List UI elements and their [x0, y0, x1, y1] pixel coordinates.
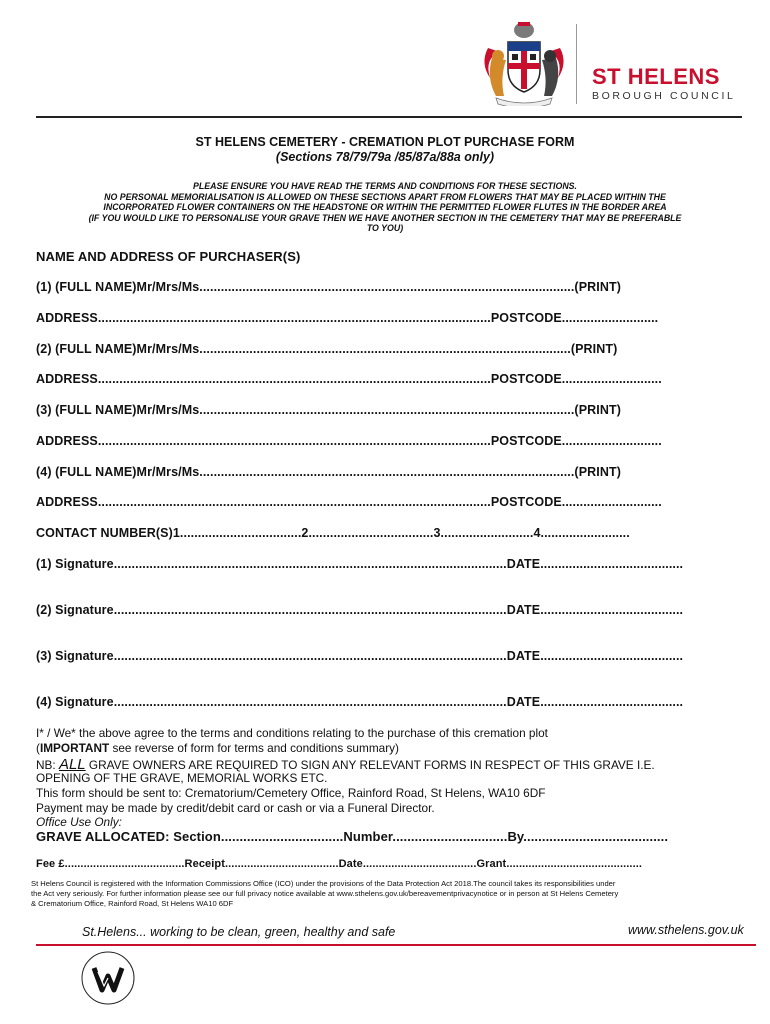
purchaser-heading: NAME AND ADDRESS OF PURCHASER(S): [36, 249, 301, 264]
privacy-line: & Crematorium Office, Rainford Road, St Helens WA10 6DF: [31, 899, 234, 908]
send-to-address: This form should be sent to: Crematorium/Cemetery Office, Rainford Road, St Helens, WA10 6DF: [36, 786, 546, 800]
signature-4-field[interactable]: (4) Signature..............................................................................................................DATE........................................: [36, 695, 684, 709]
office-use-label: Office Use Only:: [36, 815, 122, 829]
contact-numbers-field[interactable]: CONTACT NUMBER(S)1..................................2...................................3..........................4.........................: [36, 526, 630, 540]
form-subtitle: (Sections 78/79/79a /85/87a/88a only): [275, 150, 495, 164]
privacy-notice: [31, 879, 618, 909]
payment-info: Payment may be made by credit/debit card or cash or via a Funeral Director.: [36, 801, 435, 815]
purchaser-1-name-field[interactable]: (1) (FULL NAME)Mr/Mrs/Ms.........................................................................................................(PRINT): [36, 280, 621, 294]
purchaser-3-address-field[interactable]: ADDRESS..............................................................................................................POSTCODE............................: [36, 434, 662, 448]
important-text: see reverse of form for terms and conditions summary): [109, 741, 399, 755]
purchaser-2-address-field[interactable]: ADDRESS..............................................................................................................POSTCODE............................: [36, 372, 662, 386]
nb-notice-line2: OPENING OF THE GRAVE, MEMORIAL WORKS ETC.: [36, 771, 328, 785]
notice-line: TO YOU): [366, 223, 404, 234]
purchaser-1-address-field[interactable]: ADDRESS..............................................................................................................POSTCODE...........................: [36, 311, 659, 325]
important-label: IMPORTANT: [39, 741, 110, 755]
purchaser-3-name-field[interactable]: (3) (FULL NAME)Mr/Mrs/Ms.........................................................................................................(PRINT): [36, 403, 621, 417]
footer-slogan: St.Helens... working to be clean, green, healthy and safe: [82, 925, 396, 939]
terms-notice: [0, 181, 770, 234]
nb-prefix: NB:: [36, 758, 59, 772]
purchaser-2-name-field[interactable]: (2) (FULL NAME)Mr/Mrs/Ms........................................................................................................(PRINT): [36, 342, 618, 356]
notice-line: (IF YOU WOULD LIKE TO PERSONALISE YOUR GRAVE THEN WE HAVE ANOTHER SECTION IN THE CEMETERY THAT MAY BE PREFERABLE: [88, 212, 682, 223]
signature-2-field[interactable]: (2) Signature..............................................................................................................DATE........................................: [36, 603, 684, 617]
footer-rule: [36, 944, 756, 946]
notice-line: NO PERSONAL MEMORIALISATION IS ALLOWED ON THESE SECTIONS APART FROM FLOWERS THAT MAY BE PLACED WITHIN THE: [104, 191, 666, 202]
notice-line: INCORPORATED FLOWER CONTAINERS ON THE HEADSTONE OR WITHIN THE PERMITTED FLOWER FLUTES IN THE BORDER AREA: [103, 202, 667, 213]
council-logo: [478, 18, 748, 108]
coat-of-arms-crest-icon: [478, 18, 570, 106]
signature-3-field[interactable]: (3) Signature..............................................................................................................DATE........................................: [36, 649, 684, 663]
notice-line: PLEASE ENSURE YOU HAVE READ THE TERMS AND CONDITIONS FOR THESE SECTIONS.: [192, 181, 577, 191]
logo-divider: [576, 24, 577, 104]
footer-website: www.sthelens.gov.uk: [628, 923, 744, 937]
important-note: [36, 741, 399, 755]
header-rule: [36, 116, 742, 118]
privacy-line: St Helens Council is registered with the Information Commissions Office (ICO) under the provisions of the Data Protection Act 2018.The council takes its responsibilities under: [31, 879, 616, 888]
purchaser-4-address-field[interactable]: ADDRESS..............................................................................................................POSTCODE............................: [36, 495, 662, 509]
fee-receipt-line[interactable]: Fee £......................................Receipt....................................Date....................................Grant...........................................: [36, 858, 643, 870]
privacy-line: the Act very seriously. For further information please see our full privacy notice available at www.sthelens.gov.uk/bereavementprivacynotice or in person at St Helens Cemetery: [31, 889, 619, 898]
logo-subtitle: BOROUGH COUNCIL: [592, 90, 736, 102]
grave-allocated-field[interactable]: GRAVE ALLOCATED: Section.................................Number...............................By.......................................: [36, 829, 669, 844]
agreement-line: I* / We* the above agree to the terms and conditions relating to the purchase of this cremation plot: [36, 726, 548, 740]
form-title: ST HELENS CEMETERY - CREMATION PLOT PURCHASE FORM: [195, 135, 575, 149]
signature-1-field[interactable]: (1) Signature..............................................................................................................DATE........................................: [36, 557, 684, 571]
positive-about-disabled-people-badge-icon: [80, 950, 136, 1006]
logo-title: ST HELENS: [592, 64, 720, 89]
nb-all: ALL: [58, 756, 86, 773]
nb-text: GRAVE OWNERS ARE REQUIRED TO SIGN ANY RELEVANT FORMS IN RESPECT OF THIS GRAVE I.E.: [85, 758, 655, 772]
important-prefix: (: [36, 741, 40, 755]
purchaser-4-name-field[interactable]: (4) (FULL NAME)Mr/Mrs/Ms.........................................................................................................(PRINT): [36, 465, 621, 479]
